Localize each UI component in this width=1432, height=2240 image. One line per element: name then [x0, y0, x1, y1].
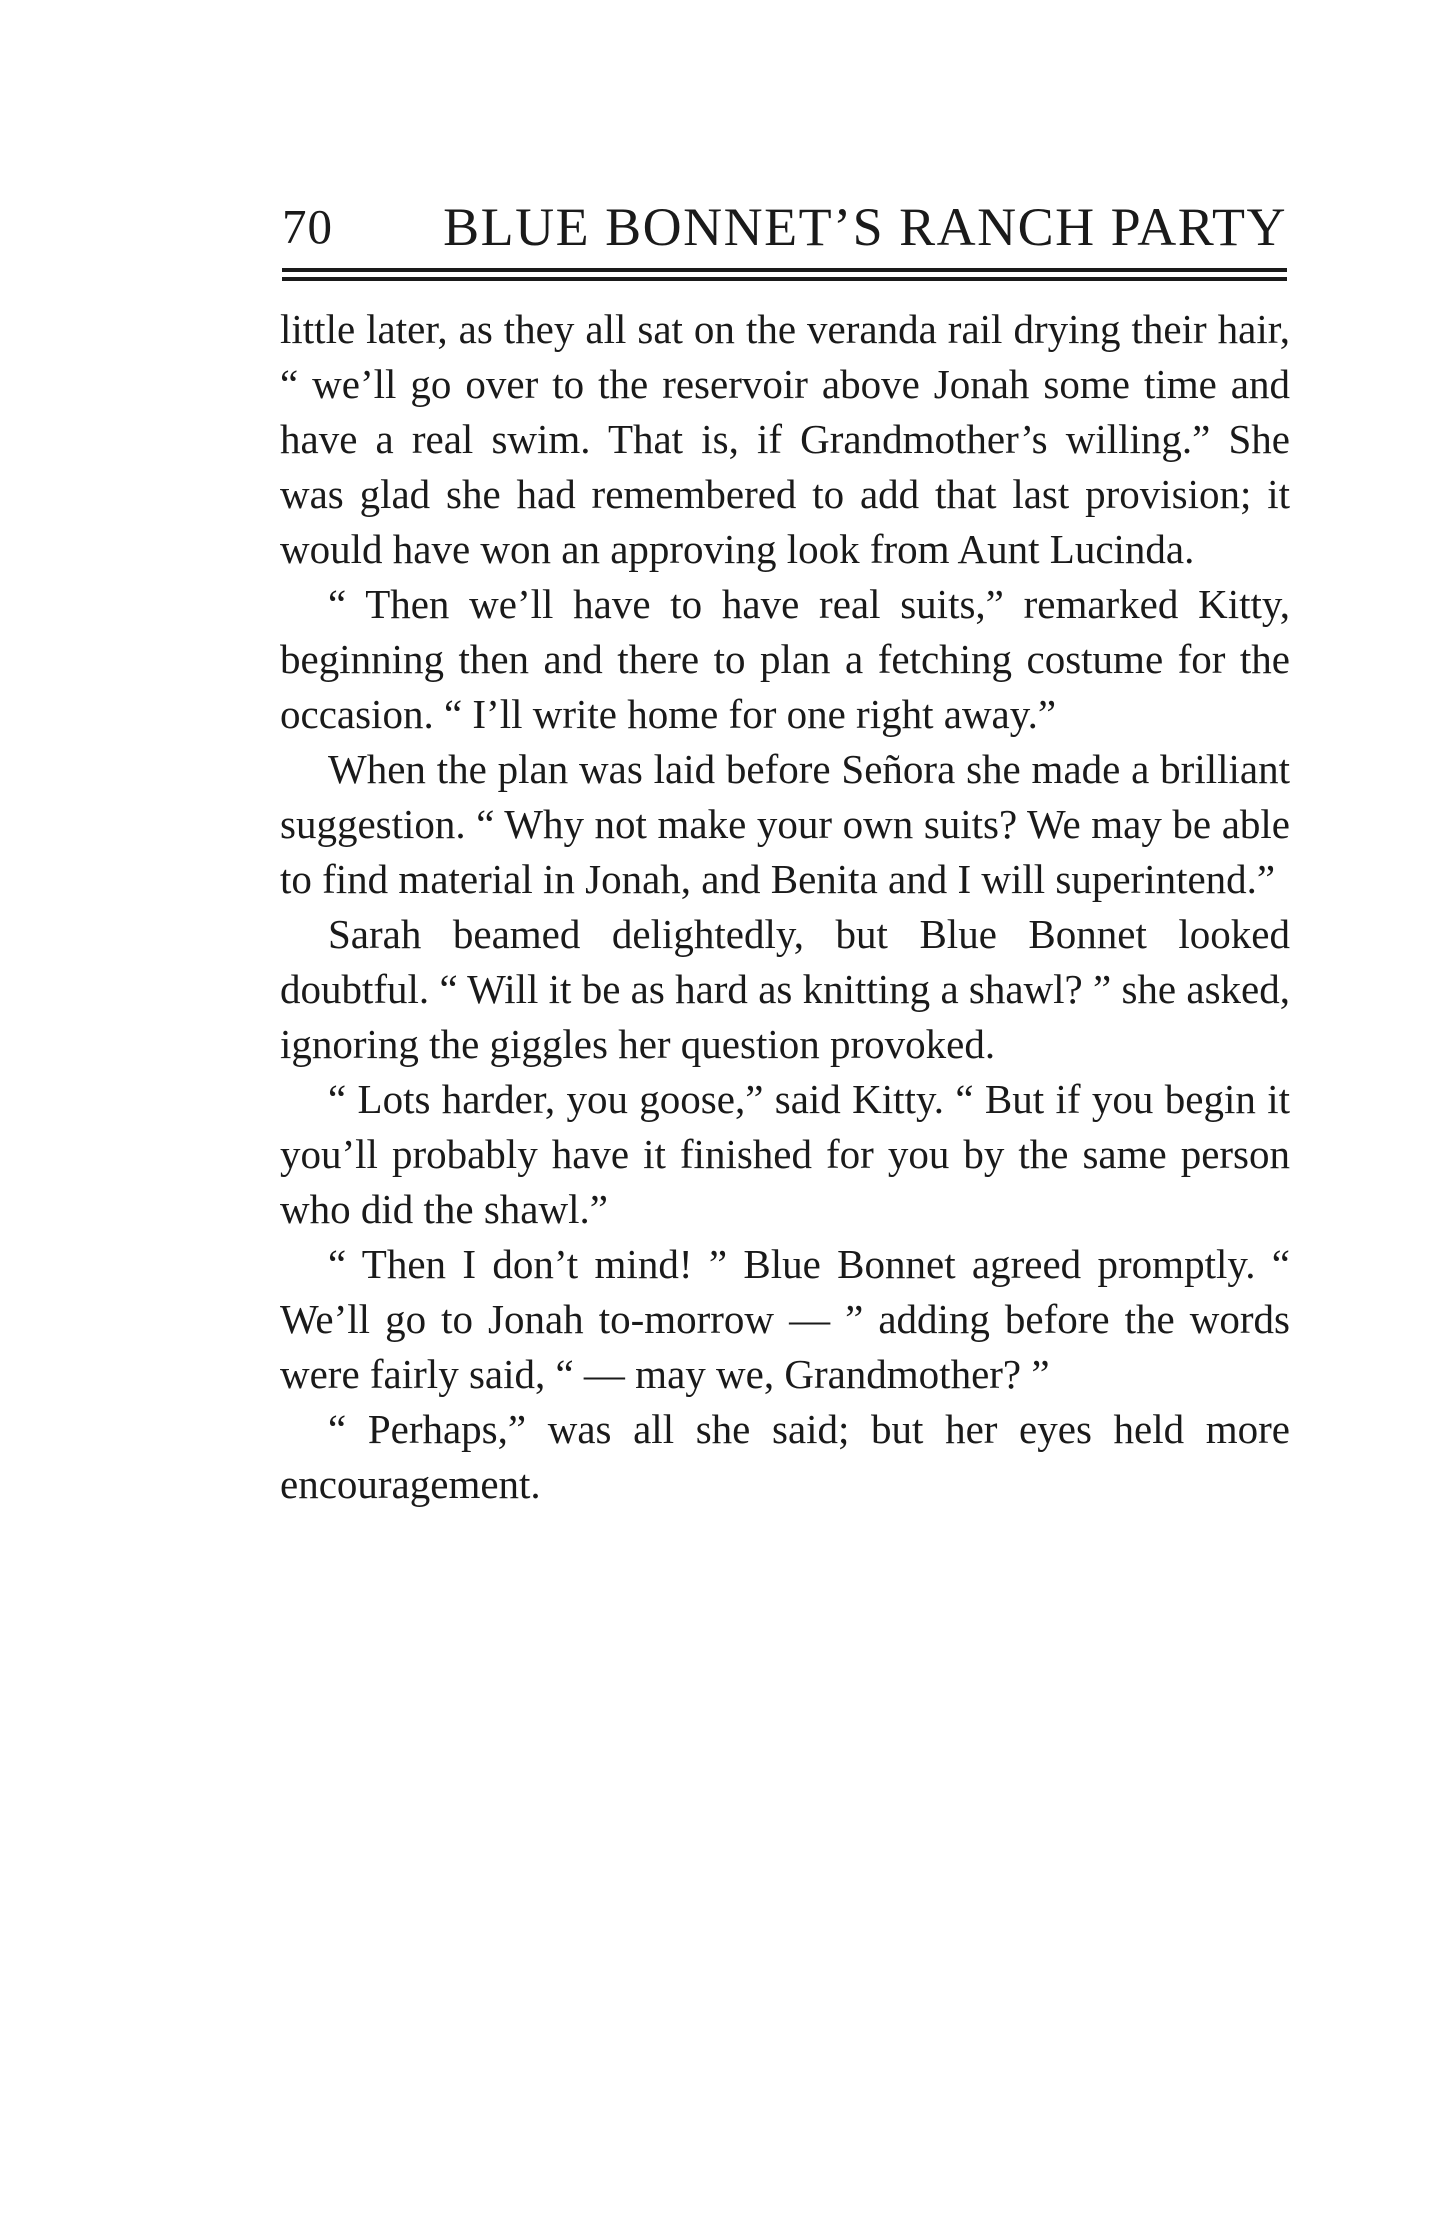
running-head [282, 192, 1287, 262]
paragraph-2: “ Then we’ll have to have real suits,” remarked Kitty, beginning then and there to plan a fetching costume for the occasion. “ I’ll write home for one right away.” [280, 581, 1290, 737]
header-rule-top [282, 268, 1287, 272]
body-text [280, 302, 1290, 1512]
paragraph-7: “ Perhaps,” was all she said; but her eyes held more encouragement. [280, 1406, 1290, 1507]
paragraph-4: Sarah beamed delightedly, but Blue Bonnet looked doubtful. “ Will it be as hard as knitting a shawl? ” she asked, ignoring the giggles her question provoked. [280, 911, 1290, 1067]
page-number: 70 [282, 199, 333, 254]
header-rule-bottom [282, 277, 1287, 281]
paragraph-3: When the plan was laid before Señora she made a brilliant suggestion. “ Why not make your own suits? We may be able to find material in Jonah, and Benita and I will superintend.” [280, 746, 1290, 902]
book-title: BLUE BONNET’S RANCH PARTY [443, 197, 1287, 257]
paragraph-5: “ Lots harder, you goose,” said Kitty. “ But if you begin it you’ll probably have it finished for you by the same person who did the shawl.” [280, 1076, 1290, 1232]
paragraph-6: “ Then I don’t mind! ” Blue Bonnet agreed promptly. “ We’ll go to Jonah to-morrow — ” adding before the words were fairly said, “ — may we, Grandmother? ” [280, 1241, 1290, 1397]
paragraph-1: little later, as they all sat on the veranda rail drying their hair, “ we’ll go over to the reservoir above Jonah some time and have a real swim. That is, if Grandmother’s willing.” She was glad she had remembered to add that last provision; it would have won an approving look from Aunt Lucinda. [280, 306, 1290, 572]
